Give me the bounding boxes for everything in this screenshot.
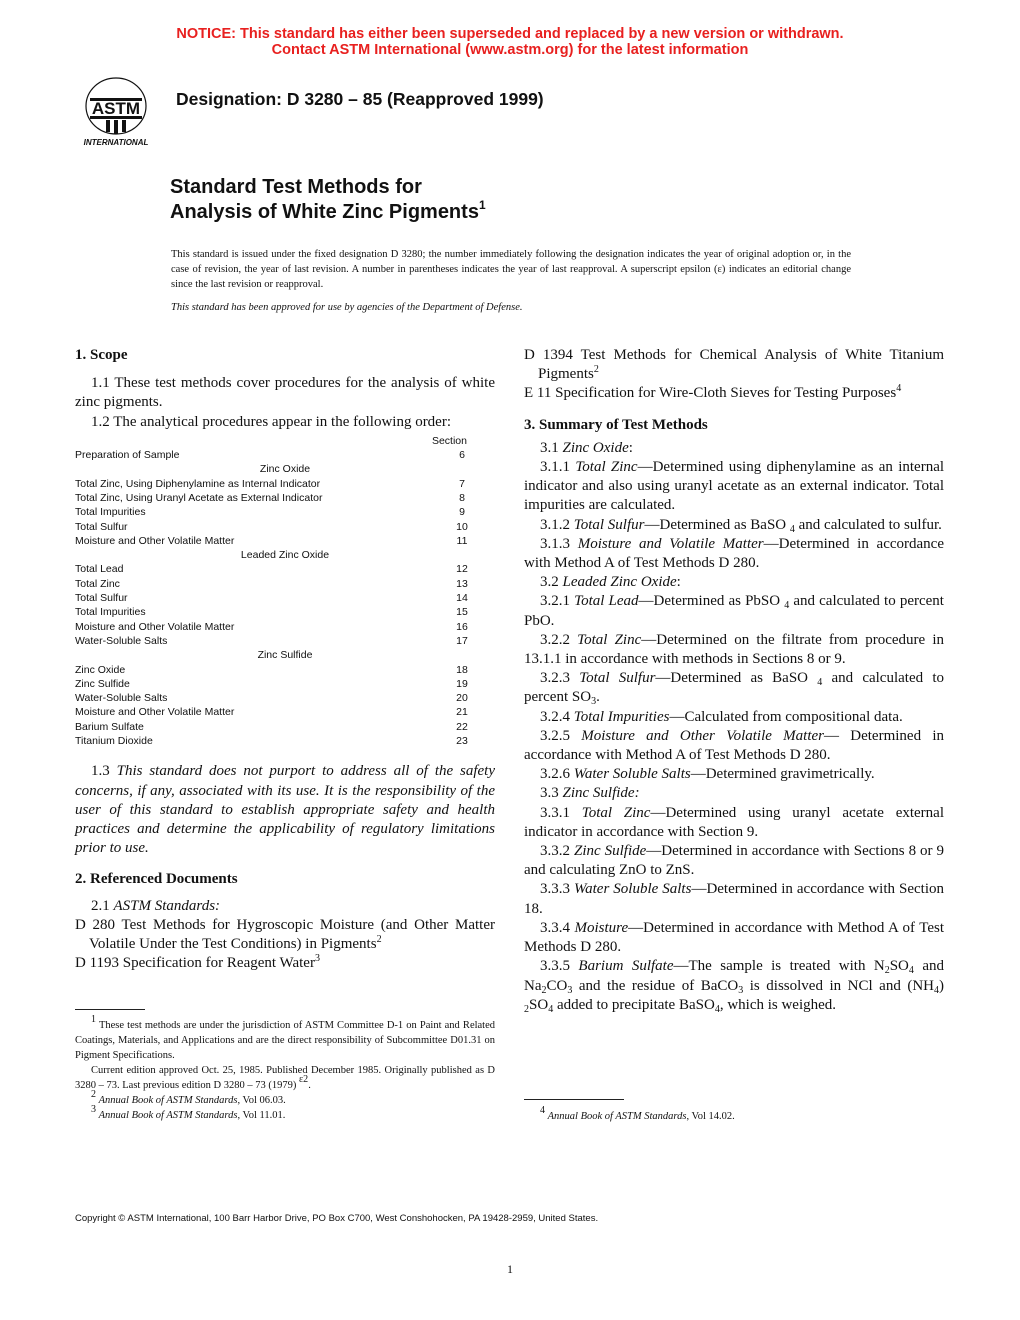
- dod-approval: This standard has been approved for use by agencies of the Department of Defense.: [171, 302, 523, 313]
- toc-group-1-items: [75, 477, 495, 548]
- notice-line-1: NOTICE: This standard has either been superseded and replaced by a new version or withdrawn.: [176, 26, 844, 42]
- fn4-rest: , Vol 14.02.: [686, 1111, 735, 1122]
- text: .: [596, 689, 600, 706]
- fn4-sup: 4: [540, 1105, 545, 1116]
- toc-num: 14: [456, 592, 468, 605]
- ref-e11-text: E 11 Specification for Wire-Cloth Sieves for Testing Purposes: [524, 385, 897, 402]
- sub: 4: [817, 677, 823, 689]
- text: —Determined on the filtrate from procedure in 13.1.1 in accordance with methods in Sections 8 or 9.: [524, 631, 944, 668]
- toc-num: 13: [456, 577, 468, 590]
- num: 3.1.1: [540, 459, 570, 476]
- toc-num: 19: [456, 677, 468, 690]
- num: 3.3.1: [540, 804, 570, 821]
- toc-label: Zinc Sulfide: [75, 677, 130, 690]
- toc-num: 11: [456, 534, 468, 547]
- fn2-italic: Annual Book of ASTM Standards: [98, 1095, 238, 1106]
- section-3-heading: 3. Summary of Test Methods: [524, 416, 708, 433]
- toc-label: Total Sulfur: [75, 520, 128, 533]
- fn4-italic: Annual Book of ASTM Standards: [547, 1111, 687, 1122]
- text: —Calculated from compositional data.: [669, 708, 903, 725]
- para-3-2-6: [524, 765, 944, 784]
- toc-num: 23: [456, 735, 468, 748]
- toc-num: 9: [459, 506, 465, 519]
- sub: 2: [884, 965, 890, 977]
- text: and Na: [524, 958, 944, 994]
- toc-label: Total Zinc, Using Diphenylamine as Internal Indicator: [75, 477, 321, 490]
- text: and calculated to percent SO: [524, 670, 944, 706]
- num: 3.2.1: [540, 593, 570, 610]
- toc-row: [75, 562, 495, 576]
- num: 3.1.2: [540, 516, 570, 533]
- ref-d280-text: D 280 Test Methods for Hygroscopic Moisture (and Other Matter Volatile Under the Test Conditions) in Pigments: [75, 916, 495, 952]
- fn3-sup: 3: [91, 1104, 96, 1115]
- ref-e11-sup: 4: [896, 383, 902, 395]
- right-column: [524, 346, 944, 1015]
- num: 3.2.3: [540, 670, 570, 687]
- para-3-2: 3.2 Leaded Zinc Oxide:: [540, 574, 681, 591]
- para-3-1-1: [524, 458, 944, 516]
- sub: 4: [789, 523, 795, 535]
- para-3-2-4: [524, 708, 944, 727]
- toc-row: [75, 591, 495, 605]
- para-3-3-3: [524, 880, 944, 918]
- toc-num: 22: [456, 720, 468, 733]
- sub: 4: [908, 965, 914, 977]
- toc-label: Barium Sulfate: [75, 720, 144, 733]
- logo-text: ASTM: [91, 99, 141, 118]
- section-1-heading: 1. Scope: [75, 347, 128, 363]
- para-3-2-1: [524, 592, 944, 630]
- left-column: [75, 346, 495, 973]
- title-line-1: Standard Test Methods for: [170, 176, 422, 198]
- footnote-4: [540, 1105, 940, 1124]
- para-2-1-num: 2.1: [91, 897, 110, 914]
- text: — Determined in accordance with Method A of Test Methods D 280.: [524, 727, 944, 764]
- toc-num: 6: [459, 449, 465, 462]
- label: Total Zinc: [575, 459, 638, 476]
- withdrawal-notice: [0, 26, 1020, 58]
- label: Total Impurities: [573, 708, 670, 725]
- text: and calculated to sulfur.: [794, 516, 942, 533]
- para-3-2-2: [524, 631, 944, 669]
- text: —Determined as BaSO: [655, 670, 808, 687]
- sub: 4: [714, 1003, 720, 1015]
- ref-d1193: [75, 954, 495, 973]
- toc-label: Preparation of Sample: [75, 449, 180, 462]
- toc-row: [75, 620, 495, 634]
- para-3-3: [524, 784, 944, 803]
- text: —Determined gravimetrically.: [690, 766, 875, 783]
- footnote-3: [75, 1104, 495, 1123]
- toc-num: 17: [456, 634, 468, 647]
- num: 3.3.4: [540, 919, 570, 936]
- toc-label: Moisture and Other Volatile Matter: [75, 620, 235, 633]
- toc-label: Moisture and Other Volatile Matter: [75, 706, 235, 719]
- ref-d1193-text: D 1193 Specification for Reagent Water: [75, 955, 315, 972]
- title-line-2-text: Analysis of White Zinc Pigments: [170, 201, 479, 223]
- toc-row: [75, 520, 495, 534]
- para-3-1-2: [524, 516, 944, 535]
- fn1b-text: Current edition approved Oct. 25, 1985. Published December 1985. Originally published as D 3280 – 73. Last previous edition D 3280 – 73 (1979): [75, 1065, 495, 1091]
- toc-row: [75, 634, 495, 648]
- para-1-2: 1.2 The analytical procedures appear in the following order:: [91, 413, 452, 430]
- toc-row: [75, 534, 495, 548]
- footnotes-left: [75, 1014, 496, 1123]
- fn1-sup: 1: [91, 1014, 96, 1025]
- text: —Determined using diphenylamine as an internal indicator and also using uranyl acetate as an external indicator. Total impurities are calculated.: [524, 459, 945, 514]
- text: added to precipitate BaSO: [553, 996, 715, 1013]
- page-number: 1: [507, 1262, 513, 1276]
- toc-label: Total Zinc: [75, 577, 120, 590]
- text: —Determined as BaSO: [644, 516, 787, 533]
- para-3-3-5: [524, 957, 944, 1015]
- toc-row: [75, 505, 495, 519]
- para-2-1: [75, 897, 495, 916]
- document-title: [170, 175, 486, 225]
- logo-subtext: INTERNATIONAL: [83, 138, 149, 147]
- num: 3.2.2: [540, 631, 570, 648]
- fn2-rest: , Vol 06.03.: [237, 1095, 286, 1106]
- text: SO: [889, 958, 909, 975]
- title-line-2: [170, 200, 486, 225]
- para-3-3-4: [524, 919, 944, 957]
- text: and the residue of BaCO: [572, 977, 739, 994]
- footnote-1: [75, 1014, 496, 1063]
- text: —Determined as PbSO: [638, 593, 781, 610]
- footnotes-right: [540, 1105, 940, 1124]
- num: 3.2: [540, 574, 559, 591]
- ref-e11: [524, 384, 944, 403]
- num: 3.3: [540, 785, 559, 802]
- label: Total Lead: [574, 593, 639, 610]
- sub: 4: [548, 1003, 554, 1015]
- para-3-3-1: [524, 804, 944, 842]
- toc-row: [75, 677, 495, 691]
- toc-label: Total Impurities: [75, 606, 146, 619]
- footnote-1b: Current edition approved Oct. 25, 1985. Published December 1985. Originally published as D 3280 – 73. Last previous edition D 3280 – 73 (1979) $^{\varepsilon 2}$.: [75, 1065, 495, 1091]
- para-1-3-num: 1.3: [91, 763, 110, 780]
- label: Zinc Oxide: [562, 439, 629, 456]
- toc-group-2-items: [75, 562, 495, 648]
- text: CO: [546, 977, 568, 994]
- sub: 3: [567, 984, 573, 996]
- label: Total Zinc: [581, 804, 651, 821]
- toc-num: 8: [459, 492, 465, 504]
- intro-paragraph: This standard is issued under the fixed designation D 3280; the number immediately following the designation indicates the year of original adoption or, in the case of revision, the year of last revision. A number in parentheses indicates the year of last reapproval. A superscript epsilon (ε) indicates an editorial change since the last revision or reapproval.: [171, 249, 851, 290]
- para-1-3-text: This standard does not purport to address all of the safety concerns, if any, associated with its use. It is the responsibility of the user of this standard to establish appropriate safety and health practices and determine the applicability of regulatory limitations prior to use.: [75, 763, 496, 857]
- toc-label: Total Sulfur: [75, 592, 128, 605]
- num: 3.3.5: [540, 958, 570, 975]
- num: 3.2.4: [540, 708, 570, 725]
- toc-row: [75, 691, 495, 705]
- astm-logo: [70, 76, 162, 148]
- para-2-1-label: ASTM Standards:: [113, 897, 221, 914]
- label: Zinc Sulfide:: [562, 785, 640, 802]
- sub: 2: [524, 1003, 529, 1015]
- toc-label: Total Lead: [75, 563, 124, 576]
- label: Total Sulfur: [579, 670, 656, 687]
- toc-header: Section: [431, 434, 467, 447]
- sub: 3: [738, 984, 744, 996]
- ref-d280-sup: 2: [376, 933, 382, 945]
- fn1b-sup: ε2: [298, 1074, 309, 1085]
- fn2-sup: 2: [91, 1089, 96, 1100]
- toc-num: 7: [459, 477, 465, 490]
- toc-label: Titanium Dioxide: [75, 735, 153, 748]
- text: —Determined in accordance with Method A of Test Methods D 280.: [524, 535, 944, 572]
- text: ): [939, 977, 944, 994]
- toc-label: Zinc Oxide: [75, 663, 126, 676]
- sub: 2: [541, 984, 547, 996]
- label: Water Soluble Salts: [574, 881, 692, 898]
- label: Moisture and Volatile Matter: [577, 535, 764, 552]
- fn3-rest: , Vol 11.01.: [237, 1110, 286, 1121]
- label: Moisture: [574, 919, 629, 936]
- toc-num: 21: [456, 706, 468, 719]
- num: 3.3.2: [540, 843, 570, 860]
- num: 3.1.3: [540, 535, 570, 552]
- num: 3.3.3: [540, 881, 570, 898]
- text: —The sample is treated with N: [673, 958, 885, 975]
- toc-row: [75, 663, 495, 677]
- para-3-1-3: [524, 535, 944, 573]
- toc-label: Moisture and Other Volatile Matter: [75, 534, 235, 547]
- toc-row: [75, 477, 495, 491]
- toc-num: 20: [456, 692, 468, 705]
- toc-num: 10: [456, 520, 468, 533]
- sub: 4: [934, 984, 939, 996]
- toc-row: [75, 605, 495, 619]
- title-footnote-ref: 1: [478, 198, 486, 212]
- num: 3.2.5: [540, 727, 570, 744]
- para-3-3-2: [524, 842, 944, 880]
- ref-d1193-sup: 3: [314, 953, 320, 965]
- num: 3.1: [540, 439, 559, 456]
- label: Water Soluble Salts: [573, 766, 691, 783]
- toc-row: [75, 734, 495, 748]
- toc-num: 18: [456, 663, 468, 676]
- label: Leaded Zinc Oxide: [562, 574, 677, 591]
- ref-d1394-sup: 2: [593, 364, 599, 376]
- toc-label: Water-Soluble Salts: [75, 634, 168, 647]
- fn3-italic: Annual Book of ASTM Standards: [98, 1110, 238, 1121]
- toc-group-3-items: [75, 663, 495, 749]
- notice-line-2: Contact ASTM International (www.astm.org) for the latest information: [271, 42, 749, 58]
- sub: 4: [784, 600, 790, 612]
- toc-num: 15: [456, 606, 468, 619]
- toc-num: 16: [456, 620, 468, 633]
- label: Total Zinc: [577, 631, 642, 648]
- toc-label: Total Zinc, Using Uranyl Acetate as External Indicator: [75, 492, 323, 504]
- toc-num: 12: [456, 563, 468, 576]
- para-3-2-3: [524, 669, 944, 707]
- section-2-heading: 2. Referenced Documents: [75, 871, 238, 888]
- sub: 3: [591, 696, 597, 708]
- designation: Designation: D 3280 – 85 (Reapproved 1999): [176, 89, 544, 109]
- toc-row: [75, 448, 495, 462]
- label: Barium Sulfate: [578, 958, 674, 975]
- text: —Determined in accordance with Sections 8 or 9 and calculating ZnO to ZnS.: [524, 843, 945, 879]
- text: —Determined using uranyl acetate external indicator in accordance with Section 9.: [524, 804, 945, 840]
- label: Zinc Sulfide: [573, 843, 647, 860]
- ref-d280: [75, 916, 495, 954]
- label: Moisture and Other Volatile Matter: [581, 727, 825, 744]
- para-3-2-5: [524, 727, 944, 765]
- label: Total Sulfur: [573, 516, 645, 533]
- toc-group-zinc-oxide: Zinc Oxide: [259, 463, 311, 476]
- toc-group-leaded-zinc-oxide: Leaded Zinc Oxide: [240, 549, 330, 562]
- toc-row: [75, 705, 495, 719]
- text: is dissolved in NCl and (NH: [743, 977, 934, 994]
- para-1-1: 1.1 These test methods cover procedures for the analysis of white zinc pigments.: [75, 375, 495, 411]
- toc-row: [75, 491, 495, 505]
- text: —Determined in accordance with Method A of Test Methods D 280.: [524, 919, 945, 956]
- text: SO: [529, 996, 549, 1013]
- fn1-text: These test methods are under the jurisdiction of ASTM Committee D-1 on Paint and Related Coatings, Materials, and Applications and are the direct responsibility of Subcommittee D01.31 on Pigment Specifications.: [75, 1020, 496, 1061]
- text: , which is weighed.: [719, 996, 837, 1013]
- num: 3.2.6: [540, 766, 570, 783]
- footnote-2: [75, 1089, 495, 1108]
- procedures-table: [75, 434, 495, 749]
- toc-row: [75, 720, 495, 734]
- ref-d1394-text: D 1394 Test Methods for Chemical Analysis of White Titanium Pigments: [524, 347, 944, 383]
- text: —Determined in accordance with Section 18.: [524, 881, 944, 917]
- para-1-3: [75, 762, 495, 858]
- footnote-rule-right: [524, 1099, 624, 1100]
- toc-group-zinc-sulfide: Zinc Sulfide: [257, 649, 313, 662]
- toc-label: Total Impurities: [75, 506, 146, 519]
- toc-label: Water-Soluble Salts: [75, 692, 168, 705]
- toc-row: [75, 577, 495, 591]
- footnote-rule-left: [75, 1009, 145, 1010]
- text: and calculated to percent PbO.: [524, 593, 944, 629]
- para-3-1: 3.1 Zinc Oxide:: [540, 439, 633, 456]
- copyright: Copyright © ASTM International, 100 Barr Harbor Drive, PO Box C700, West Conshohocken, PA 19428-2959, United States.: [75, 1213, 599, 1224]
- ref-d1394: [524, 346, 944, 384]
